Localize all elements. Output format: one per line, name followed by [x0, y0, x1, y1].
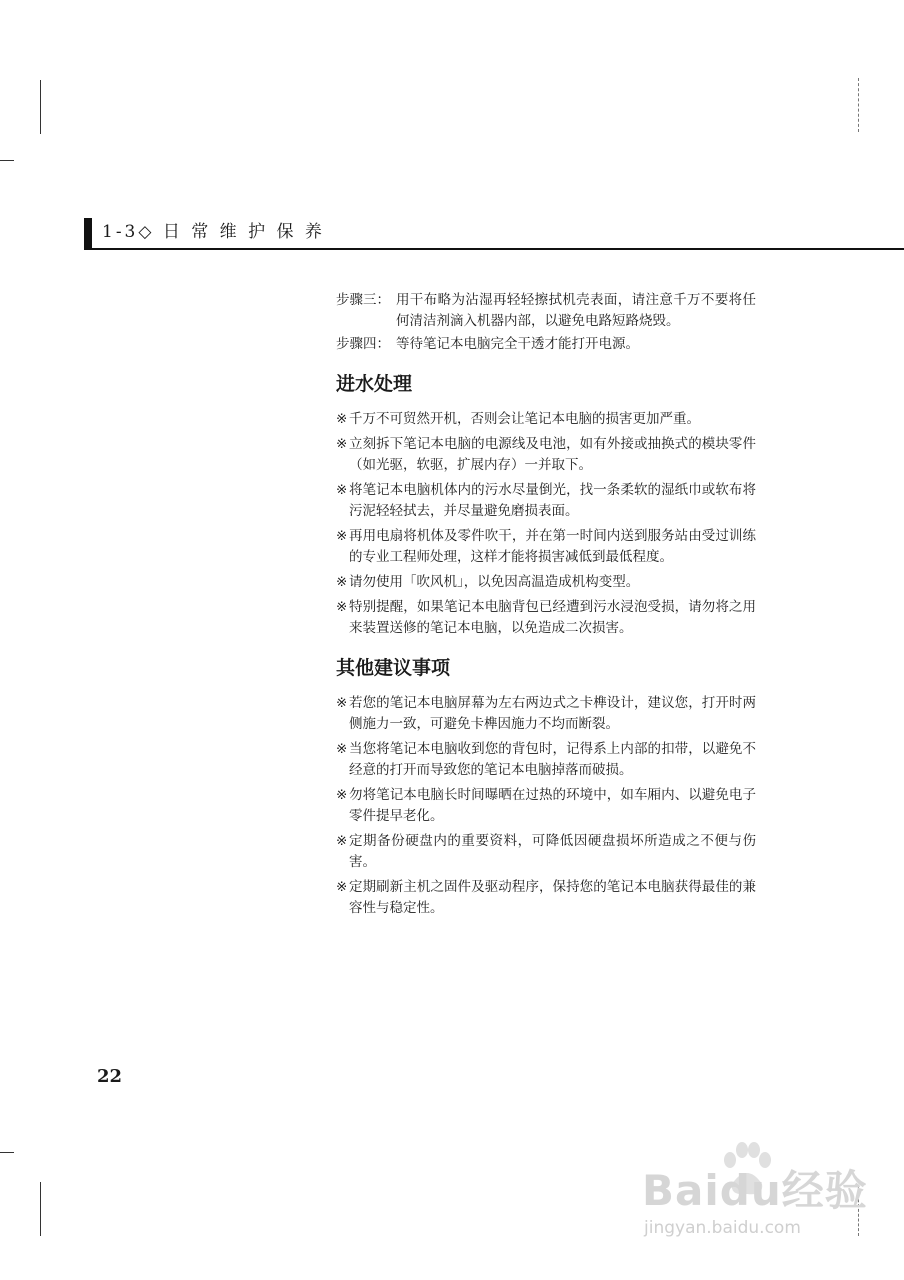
- note-marker: ※: [336, 741, 348, 757]
- step-text: 等待笔记本电脑完全干透才能打开电源。: [396, 336, 639, 352]
- header-bar: [84, 218, 92, 248]
- note-item: [336, 526, 756, 568]
- note-text: 特别提醒，如果笔记本电脑背包已经遭到污水浸泡受损，请勿将之用来装置送修的笔记本电脑，以免造成二次损害。: [349, 599, 756, 636]
- main-content: [336, 290, 756, 923]
- step-item: [336, 290, 756, 332]
- note-marker: ※: [336, 482, 348, 498]
- note-text: 若您的笔记本电脑屏幕为左右两边式之卡榫设计，建议您，打开时两侧施力一致，可避免卡榫因施力不均而断裂。: [349, 695, 756, 732]
- step-label: 步骤四：: [336, 336, 390, 352]
- note-text: 将笔记本电脑机体内的污水尽量倒光，找一条柔软的湿纸巾或软布将污泥轻轻拭去，并尽量避免磨损表面。: [349, 482, 756, 519]
- note-item: [336, 739, 756, 781]
- page-number: 22: [97, 1066, 123, 1087]
- note-item: [336, 409, 756, 430]
- crop-mark: [0, 160, 14, 161]
- note-item: [336, 831, 756, 873]
- header-title: 1-3◇ 日 常 维 护 保 养: [102, 222, 325, 242]
- note-text: 再用电扇将机体及零件吹干，并在第一时间内送到服务站由受过训练的专业工程师处理，这样才能将损害减低到最低程度。: [349, 528, 756, 565]
- note-item: [336, 597, 756, 639]
- trim-line: [858, 78, 859, 132]
- note-text: 定期刷新主机之固件及驱动程序，保持您的笔记本电脑获得最佳的兼容性与稳定性。: [349, 879, 756, 916]
- note-item: [336, 877, 756, 919]
- note-text: 立刻拆下笔记本电脑的电源线及电池，如有外接或抽换式的模块零件（如光驱，软驱，扩展内存）一并取下。: [349, 436, 756, 473]
- note-text: 定期备份硬盘内的重要资料，可降低因硬盘损坏所造成之不便与伤害。: [349, 833, 756, 870]
- step-text: 用干布略为沾湿再轻轻擦拭机壳表面，请注意千万不要将任何清洁剂滴入机器内部，以避免电路短路烧毁。: [396, 292, 756, 329]
- note-item: [336, 480, 756, 522]
- section-title: 其他建议事项: [336, 657, 451, 679]
- note-marker: ※: [336, 599, 348, 615]
- note-marker: ※: [336, 879, 348, 895]
- baidu-watermark: [642, 1140, 868, 1250]
- step-label: 步骤三：: [336, 292, 390, 308]
- step-item: [336, 334, 756, 355]
- note-marker: ※: [336, 528, 348, 544]
- note-marker: ※: [336, 574, 348, 590]
- note-marker: ※: [336, 695, 348, 711]
- crop-mark: [40, 1182, 41, 1236]
- header-rule: [84, 248, 904, 250]
- note-item: [336, 785, 756, 827]
- note-text: 当您将笔记本电脑收到您的背包时，记得系上内部的扣带，以避免不经意的打开而导致您的笔记本电脑掉落而破损。: [349, 741, 756, 778]
- note-marker: ※: [336, 436, 348, 452]
- note-text: 千万不可贸然开机，否则会让笔记本电脑的损害更加严重。: [349, 411, 700, 427]
- section-title: 进水处理: [336, 373, 413, 395]
- note-item: [336, 572, 756, 593]
- note-item: [336, 693, 756, 735]
- note-text: 请勿使用「吹风机」，以免因高温造成机构变型。: [349, 574, 640, 590]
- note-marker: ※: [336, 833, 348, 849]
- note-text: 勿将笔记本电脑长时间曝晒在过热的环境中，如车厢内、以避免电子零件提早老化。: [349, 787, 756, 824]
- crop-mark: [0, 1152, 14, 1153]
- note-marker: ※: [336, 411, 348, 427]
- note-marker: ※: [336, 787, 348, 803]
- crop-mark: [40, 80, 41, 134]
- watermark-logo: Baidu经验: [642, 1166, 868, 1215]
- note-item: [336, 434, 756, 476]
- watermark-url: jingyan.baidu.com: [644, 1218, 801, 1238]
